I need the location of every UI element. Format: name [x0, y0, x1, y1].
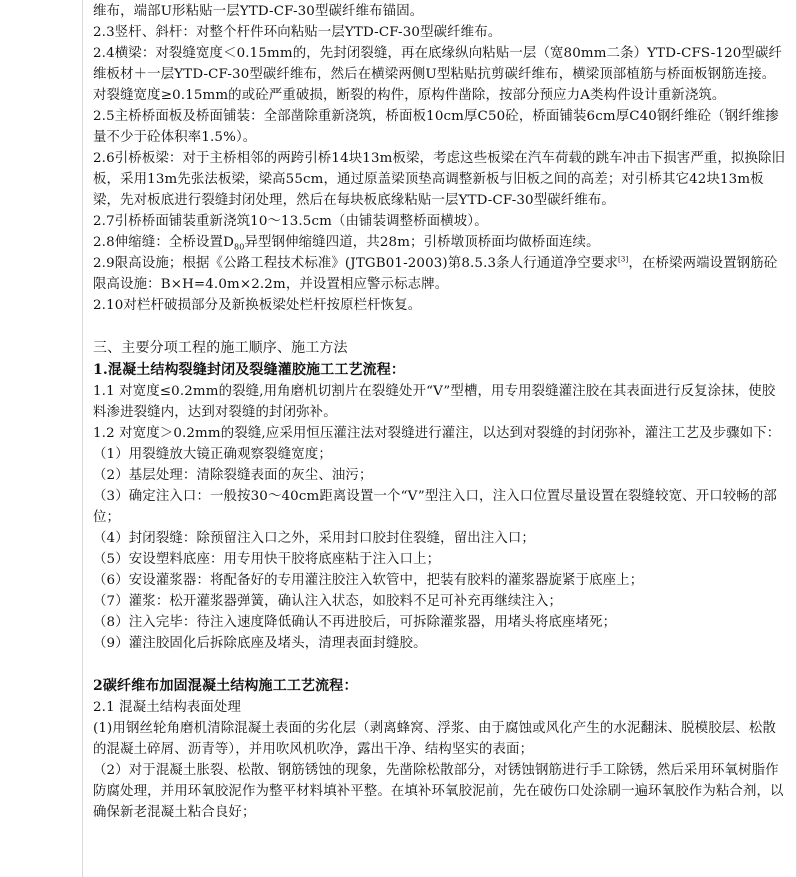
step-2: （2）基层处理：清除裂缝表面的灰尘、油污； — [93, 468, 373, 483]
paragraph-gap — [93, 316, 787, 337]
height-limit-text-a: 2.9限高设施；根据《公路工程技术标准》(JTGB01-2003)第8.5.3条人行通道净空要求 — [93, 256, 619, 271]
paragraph-approach-slab-beams: 2.6引桥板梁：对于主桥相邻的两跨引桥14块13m板梁，考虑这些板梁在汽车荷载的跳车冲击下损害严重，拟换除旧板，采用13m先张法板梁，梁高55cm，通过原盖梁顶垫高调整新板与旧板之间的高差；对引桥其它42块13m板梁，先对板底进行裂缝封闭处理，然后在每块板底缘粘贴一层YTD-CF-30型碳纤维布。 — [93, 151, 786, 208]
paragraph-cross-beam: 2.4横梁：对裂缝宽度＜0.15mm的，先封闭裂缝，再在底缘纵向粘贴一层（宽80mm二条）YTD-CFS-120型碳纤维板材＋一层YTD-CF-30型碳纤维布，然后在横梁两侧U型粘贴抗剪碳纤维布，横梁顶部植筋与桥面板钢筋连接。对裂缝宽度≥0.15mm的或砼严重破损，断裂的构件，原构件凿除，按部分预应力A类构件设计重新浇筑。 — [93, 46, 783, 103]
paragraph-railing: 2.10对栏杆破损部分及新换板梁处栏杆按原栏杆恢复。 — [93, 298, 422, 313]
paragraph-narrow-crack: 1.1 对宽度≤0.2mm的裂缝,用角磨机切割片在裂缝处开“V”型槽，用专用裂缝灌注胶在其表面进行反复涂抹，使胶料渗进裂缝内，达到对裂缝的封闭弥补。 — [93, 384, 776, 420]
heading-carbon-fiber-process: 2碳纤维布加固混凝土结构施工工艺流程： — [93, 678, 358, 694]
step-9: （9）灌注胶固化后拆除底座及堵头，清理表面封缝胶。 — [93, 636, 427, 651]
paragraph-surface-cleaning: (1)用钢丝轮角磨机清除混凝土表面的劣化层（剥离蜂窝、浮浆、由于腐蚀或风化产生的水泥翻沫、脱模胶层、松散的混凝土碎屑、沥青等），并用吹风机吹净，露出干净、结构坚实的表面； — [93, 721, 776, 757]
reference-marker: [3] — [618, 255, 629, 264]
expansion-joint-text-b: 异型钢伸缩缝四道，共28m；引桥墩顶桥面均做桥面连续。 — [244, 235, 600, 250]
heading-crack-sealing-process: 1.混凝土结构裂缝封闭及裂缝灌胶施工工艺流程： — [93, 362, 406, 378]
paragraph-concrete-repair: （2）对于混凝土胀裂、松散、钢筋锈蚀的现象，先凿除松散部分，对锈蚀钢筋进行手工除锈，然后采用环氧树脂作防腐处理，并用环氧胶泥作为整平材料填补平整。在填补环氧胶泥前，先在破伤口处涂刷一遍环氧胶作为粘合剂，以确保新老混凝土粘合良好； — [93, 763, 784, 820]
paragraph-expansion-joint — [93, 232, 787, 253]
step-8: （8）注入完毕：待注入速度降低确认不再进胶后，可拆除灌浆器，用堵头将底座堵死； — [93, 615, 617, 630]
paragraph-vertical-diagonal-bars: 2.3竖杆、斜杆：对整个杆件环向粘贴一层YTD-CF-30型碳纤维布。 — [93, 25, 502, 40]
paragraph-approach-deck-paving: 2.7引桥桥面铺装重新浇筑10～13.5cm（由铺装调整桥面横坡）。 — [93, 214, 488, 229]
expansion-joint-subscript: 80 — [233, 242, 245, 252]
paragraph-height-limit — [93, 253, 787, 295]
step-5: （5）安设塑料底座：用专用快干胶将底座粘于注入口上； — [93, 552, 441, 567]
step-3: （3）确定注入口：一般按30～40cm距离设置一个“V”型注入口，注入口位置尽量设置在裂缝较宽、开口较畅的部位； — [93, 489, 777, 525]
height-limit-text-b: ，在桥梁两端设置钢筋砼限高设施：B×H=4.0m×2.2m，并设置相应警示标志牌。 — [93, 256, 778, 292]
paragraph-wide-crack: 1.2 对宽度＞0.2mm的裂缝,应采用恒压灌注法对裂缝进行灌注，以达到对裂缝的封闭弥补，灌注工艺及步骤如下： — [93, 426, 781, 441]
paragraph-main-bridge-deck: 2.5主桥桥面板及桥面铺装：全部凿除重新浇筑，桥面板10cm厚C50砼，桥面铺装6cm厚C40钢纤维砼（钢纤维掺量不少于砼体积率1.5%）。 — [93, 109, 779, 145]
section-heading-construction-sequence: 三、主要分项工程的施工顺序、施工方法 — [93, 340, 348, 356]
expansion-joint-text-a: 2.8伸缩缝：全桥设置D — [93, 235, 234, 250]
step-4: （4）封闭裂缝：除预留注入口之外，采用封口胶封住裂缝，留出注入口； — [93, 531, 535, 546]
paragraph-surface-treatment: 2.1 混凝土结构表面处理 — [93, 700, 242, 715]
step-1: （1）用裂缝放大镜正确观察裂缝宽度； — [93, 447, 332, 462]
paragraph-gap — [93, 654, 787, 675]
step-6: （6）安设灌浆器：将配备好的专用灌注胶注入软管中，把装有胶料的灌浆器旋紧于底座上； — [93, 573, 644, 588]
paragraph-anchorage: 维布，端部U形粘贴一层YTD-CF-30型碳纤维布锚固。 — [93, 4, 424, 19]
step-7: （7）灌浆：松开灌浆器弹簧，确认注入状态，如胶料不足可补充再继续注入； — [93, 594, 563, 609]
